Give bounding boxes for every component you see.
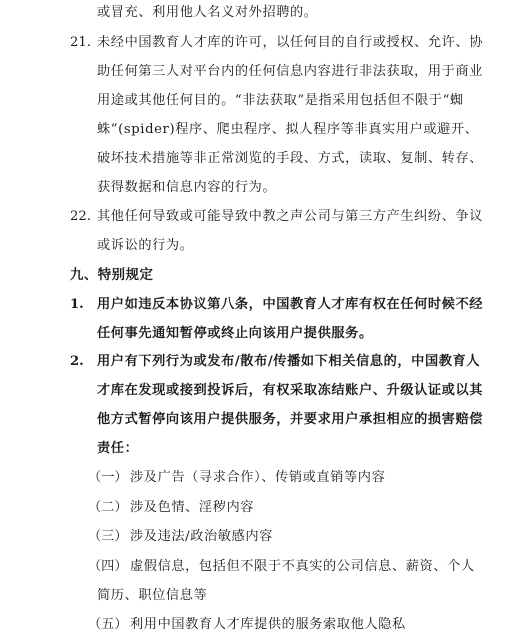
item-22-line-2: 或诉讼的行为。	[97, 238, 194, 253]
subitem-5-number: （五）	[88, 617, 128, 632]
item-22-line-1: 其他任何导致或可能导致中教之声公司与第三方产生纠纷、争议	[97, 209, 484, 224]
item-21-line-2: 助任何第三人对平台内的任何信息内容进行非法获取，用于商业	[97, 64, 484, 79]
subitem-1-number: （一）	[88, 470, 128, 485]
subitem-3-number: （三）	[88, 529, 128, 544]
special-item-1-line-2: 任何事先通知暂停或终止向该用户提供服务。	[97, 326, 373, 341]
special-item-2-line-3: 他方式暂停向该用户提供服务，并要求用户承担相应的损害赔偿	[97, 412, 484, 427]
subitem-4-line-2: 简历、职位信息等	[97, 588, 208, 603]
special-item-2-number: 2.	[70, 354, 84, 369]
subitem-2-number: （二）	[88, 500, 128, 515]
item-21-line-4: 蛛”(spider)程序、爬虫程序、拟人程序等非真实用户或避开、	[97, 122, 479, 137]
special-item-2-line-2: 才库在发现或接到投诉后，有权采取冻结账户、升级认证或以其	[97, 383, 484, 398]
item-21-line-3: 用途或其他任何目的。“非法获取”是指采用包括但不限于“蜘	[97, 93, 464, 108]
subitem-1-text: 涉及广告（寻求合作）、传销或直销等内容	[130, 470, 386, 485]
special-item-2-line-4: 责任：	[97, 441, 139, 456]
subitem-4-number: （四）	[88, 559, 128, 574]
item-20-continuation: 或冒充、利用他人名义对外招聘的。	[97, 5, 318, 20]
section-heading: 九、特别规定	[70, 267, 154, 283]
subitem-5-text: 利用中国教育人才库提供的服务索取他人隐私	[130, 617, 406, 632]
item-22-number: 22.	[70, 209, 91, 224]
special-item-1-number: 1.	[70, 297, 84, 312]
item-21-line-1: 未经中国教育人才库的许可，以任何目的自行或授权、允许、协	[97, 35, 484, 50]
subitem-2-text: 涉及色情、淫秽内容	[130, 500, 255, 515]
subitem-3-text: 涉及违法/政治敏感内容	[130, 529, 273, 544]
subitem-4-line-1: 虚假信息，包括但不限于不真实的公司信息、薪资、个人	[130, 559, 475, 574]
special-item-2-line-1: 用户有下列行为或发布/散布/传播如下相关信息的，中国教育人	[97, 354, 481, 369]
item-21-number: 21.	[70, 35, 91, 50]
special-item-1-line-1: 用户如违反本协议第八条，中国教育人才库有权在任何时候不经	[97, 297, 484, 312]
item-21-line-6: 获得数据和信息内容的行为。	[97, 180, 277, 195]
item-21-line-5: 破坏技术措施等非正常浏览的手段、方式，读取、复制、转存、	[97, 151, 484, 166]
